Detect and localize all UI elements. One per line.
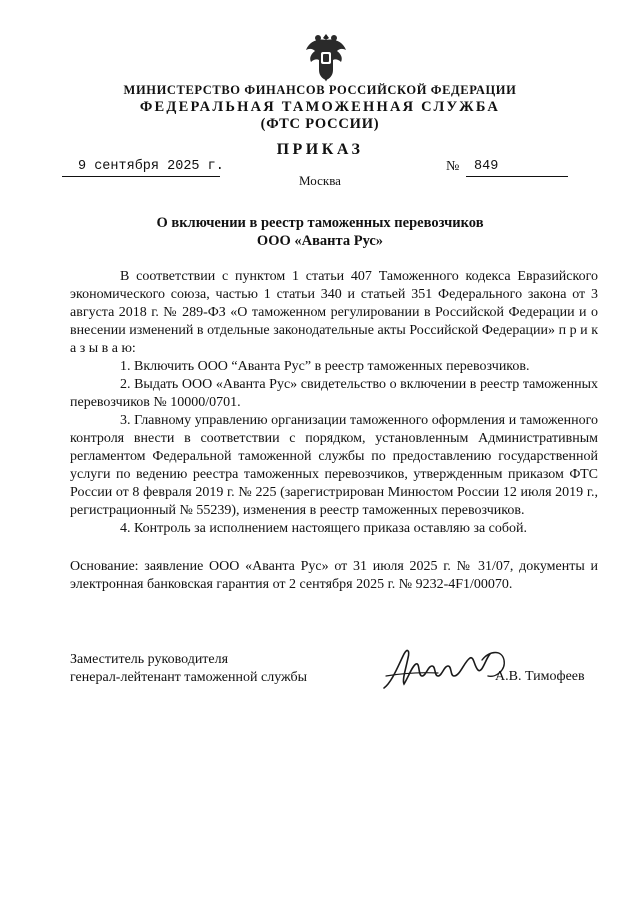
order-date: 9 сентября 2025 г. xyxy=(78,159,224,174)
order-number: 849 xyxy=(474,159,499,174)
order-title-line2: ООО «Аванта Рус» xyxy=(256,233,384,249)
ministry-name: МИНИСТЕРСТВО ФИНАНСОВ РОССИЙСКОЙ ФЕДЕРАЦИИ xyxy=(123,83,517,97)
item-4: 4. Контроль за исполнением настоящего приказа оставляю за собой. xyxy=(120,521,528,536)
order-title-line1: О включении в реестр таможенных перевозчиков xyxy=(156,215,484,231)
order-body xyxy=(70,268,598,594)
signer-name: А.В. Тимофеев xyxy=(495,669,585,684)
basis-paragraph: Основание: заявление ООО «Аванта Рус» от 31 июля 2025 г. № 31/07, документы и электронная банковская гарантия от 2 сентября 2025 г. № 9232-4F1/00070. xyxy=(70,559,598,592)
item-3: 3. Главному управлению организации таможенного оформления и таможенного контроля внести в соответствии с порядком, установленным Административным регламентом Федеральной таможенной службы по предоставлению государственной услуги по ведению реестра таможенных перевозчиков, утвержденным приказом ФТС России от 8 февраля 2019 г. № 225 (зарегистрирован Минюстом России 12 июля 2019 г., регистрационный № 55239), изменения в реестр таможенных перевозчиков. xyxy=(70,413,598,518)
service-short-name: (ФТС РОССИИ) xyxy=(260,116,380,132)
intro-paragraph: В соответствии с пунктом 1 статьи 407 Таможенного кодекса Евразийского экономического союза, частью 1 статьи 340 и статьей 351 Федерального закона от 3 августа 2018 г. № 289-ФЗ «О таможенном регулировании в Российской Федерации и о внесении изменений в отдельные законодательные акты Российской Федерации» п р и к а з ы в а ю: xyxy=(70,269,598,356)
signer-position xyxy=(70,651,307,687)
number-sign: № xyxy=(446,159,460,174)
service-name: ФЕДЕРАЛЬНАЯ ТАМОЖЕННАЯ СЛУЖБА xyxy=(139,99,501,115)
handwritten-signature-icon xyxy=(378,636,528,698)
russian-coat-of-arms-icon xyxy=(303,30,349,82)
item-2: 2. Выдать ООО «Аванта Рус» свидетельство о включении в реестр таможенных перевозчиков № 10000/0701. xyxy=(70,377,598,410)
document-type: ПРИКАЗ xyxy=(276,141,364,158)
city: Москва xyxy=(299,173,341,188)
item-1: 1. Включить ООО “Аванта Рус” в реестр таможенных перевозчиков. xyxy=(120,359,530,374)
signer-position-line2: генерал-лейтенант таможенной службы xyxy=(70,670,308,685)
signer-position-line1: Заместитель руководителя xyxy=(70,652,229,667)
